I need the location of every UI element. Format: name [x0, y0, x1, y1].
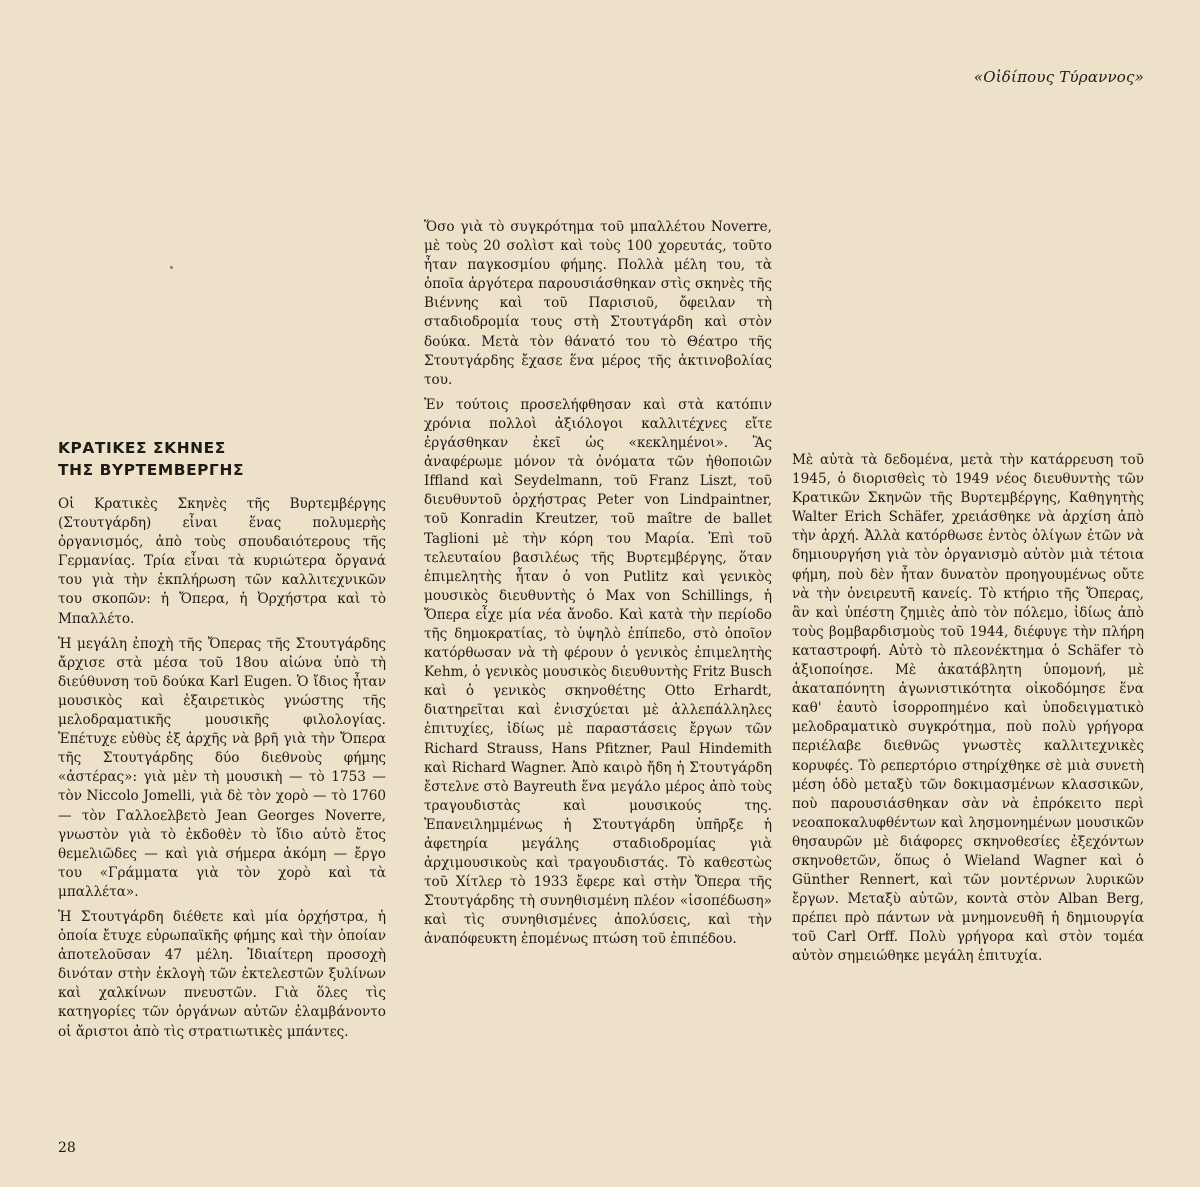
paragraph: Ἡ Στουτγάρδη διέθετε καὶ μία ὀρχήστρα, ἡ ὁποία ἔτυχε εὐρωπαϊκῆς φήμης καὶ τὴν ὁποίαν ἀποτελοῦσαν 47 μέλη. Ἰδιαίτερη προσοχὴ δινόταν στὴν ἐκλογὴ τῶν ἐκτελεστῶν ξυλίνων καὶ χαλκίνων πνευστῶν. Γιὰ ὅλες τὶς κατηγορίες τῶν ὀργάνων αὐτῶν ἐλαμβάνοντο οἱ ἄριστοι ἀπὸ τὶς στρατιωτικὲς μπάντες. [58, 908, 386, 1040]
print-speck [170, 266, 173, 269]
heading-line: ΤΗΣ ΒΥΡΤΕΜΒΕΡΓΗΣ [58, 461, 245, 479]
paragraph: Οἱ Κρατικὲς Σκηνὲς τῆς Βυρτεμβέργης (Στουτγάρδη) εἶναι ἕνας πολυμερὴς ὀργανισμός, ἀπὸ τοὺς σπουδαιότερους τῆς Γερμανίας. Τρία εἶναι τὰ κυριώτερα ὄργανά του γιὰ τὴν ἐκπλήρωση τῶν καλλιτεχνικῶν του σκοπῶν: ἡ Ὄπερα, ἡ Ὀρχήστρα καὶ τὸ Μπαλλέτο. [58, 496, 386, 627]
column-left [58, 437, 386, 1045]
paragraph: Μὲ αὐτὰ τὰ δεδομένα, μετὰ τὴν κατάρρευση τοῦ 1945, ὁ διορισθεὶς τὸ 1949 νέος διευθυντὴς τῶν Κρατικῶν Σκηνῶν τῆς Βυρτεμβέργης, Καθηγητὴς Walter Erich Schäfer, χρειάσθηκε νὰ ἀρχίση ἀπὸ τὴν ἀρχή. Ἀλλὰ κατόρθωσε ἐντὸς ὀλίγων ἐτῶν νὰ δημιουργήση γιὰ τὸν ὀργανισμὸ αὐτὸν μιὰ τέτοια φήμη, ποὺ δὲν ἦταν δυνατὸν προηγουμένως οὔτε νὰ τὴν ὀνειρευτῆ κανείς. Τὸ κτήριο τῆς Ὄπερας, ἂν καὶ ὑπέστη ζημιὲς ἀπὸ τὸν πόλεμο, ἰδίως ἀπὸ τοὺς βομβαρδισμοὺς τοῦ 1944, διέφυγε τὴν πλήρη καταστροφή. Αὐτὸ τὸ πλεονέκτημα ὁ Schäfer τὸ ἀξιοποίησε. Μὲ ἀκατάβλητη ὑπομονή, μὲ ἀκαταπόνητη ἀγωνιστικότητα οἰκοδόμησε ἕνα καθ' ἑαυτὸ ἰσορροπημένο καὶ ὑποδειγματικὸ μελοδραματικὸ συγκρότημα, ποὺ πολὺ γρήγορα περιέλαβε διεθνῶς γνωστὲς καλλιτεχνικὲς κορυφές. Τὸ ρεπερτόριο στηρίχθηκε σὲ μιὰ συνετὴ μέση ὁδὸ μεταξὺ τῶν δοκιμασμένων κλασσικῶν, ποὺ παρουσιάσθηκαν σὰν νὰ ἐπρόκειτο περὶ νεοαποκαλυφθέντων καὶ λησμονημένων μουσικῶν θησαυρῶν μὲ διάφορες σκηνοθεσίες ἐξεχόντων σκηνοθετῶν, ὅπως ὁ Wieland Wagner καὶ ὁ Günther Rennert, καὶ τῶν μοντέρνων λυρικῶν ἔργων. Μεταξὺ αὐτῶν, κοντὰ στὸν Alban Berg, πρέπει πρὸ πάντων νὰ μνημονευθῆ ἡ δημιουργία τοῦ Carl Orff. Πολὺ γρήγορα καὶ στὸν τομέα αὐτὸν σημειώθηκε μεγάλη ἐπιτυχία. [792, 452, 1144, 965]
paragraph: Ἡ μεγάλη ἐποχὴ τῆς Ὄπερας τῆς Στουτγάρδης ἄρχισε στὰ μέσα τοῦ 18ου αἰώνα ὑπὸ τὴ διεύθυνση τοῦ δούκα Karl Eugen. Ὁ ἴδιος ἦταν μουσικὸς καὶ ἐξαιρετικὸς γνώστης τῆς μελοδραματικῆς μουσικῆς φιλολογίας. Ἐπέτυχε εὐθὺς ἐξ ἀρχῆς νὰ βρῆ γιὰ τὴν Ὄπερα τῆς Στουτγάρδης δύο διεθνοὺς φήμης «ἀστέρας»: γιὰ μὲν τὴ μουσικὴ — τὸ 1753 — τὸν Niccolo Jomelli, γιὰ δὲ τὸν χορὸ — τὸ 1760 — τὸν Γαλλοελβετὸ Jean Georges Noverre, γνωστὸν γιὰ τὸ ἐκδοθὲν τὸ ἴδιο αὐτὸ ἔτος θεμελιῶδες — καὶ γιὰ σήμερα ἀκόμη — ἔργο του «Γράμματα γιὰ τὸν χορὸ καὶ τὰ μπαλλέτα». [58, 635, 386, 900]
column-right [792, 451, 1144, 970]
paragraph: Ἐν τούτοις προσελήφθησαν καὶ στὰ κατόπιν χρόνια πολλοὶ ἀξιόλογοι καλλιτέχνες εἴτε ἐργάσθηκαν ἐκεῖ ὡς «κεκλημένοι». Ἂς ἀναφέρωμε μόνον τὰ ὀνόματα τῶν ἠθοποιῶν Iffland καὶ Seydelmann, τοῦ Franz Liszt, τοῦ διευθυντοῦ ὀρχήστρας Peter von Lindpaintner, τοῦ Konradin Kreutzer, τοῦ maître de ballet Taglioni μὲ τὴν κόρη του Μαρία. Ἐπὶ τοῦ τελευταίου βασιλέως τῆς Βυρτεμβέργης, ὅταν ἐπιμελητὴς ἦταν ὁ von Putlitz καὶ γενικὸς μουσικὸς διευθυντὴς ὁ Max von Schillings, ἡ Ὄπερα εἶχε μία νέα ἄνοδο. Καὶ κατὰ τὴν περίοδο τῆς δημοκρατίας, τὸ ὑψηλὸ ἐπίπεδο, στὸ ὁποῖον κατόρθωσαν νὰ τὴ φέρουν ὁ γενικὸς ἐπιμελητὴς Kehm, ὁ γενικὸς μουσικὸς διευθυντὴς Fritz Busch καὶ ὁ γενικὸς σκηνοθέτης Otto Erhardt, διατηρεῖται καὶ ἐνισχύεται μὲ ἀλλεπάλληλες ἐπιτυχίες, ἰδίως μὲ παραστάσεις ἔργων τῶν Richard Strauss, Hans Pfitzner, Paul Hindemith καὶ Richard Wagner. Ἀπὸ καιρὸ ἤδη ἡ Στουτγάρδη ἔστελνε στὸ Bayreuth ἕνα μεγάλο μέρος ἀπὸ τοὺς τραγουδιστὰς καὶ μουσικούς της. Ἐπανειλημμένως ἡ Στουτγάρδη ὑπῆρξε ἡ ἀφετηρία μεγάλης σταδιοδρομίας γιὰ ἀρχιμουσικοὺς καὶ τραγουδιστάς. Τὸ καθεστὼς τοῦ Χίτλερ τὸ 1933 ἔφερε καὶ στὴν Ὄπερα τῆς Στουτγάρδης τὴ συνηθισμένη πλέον «ἰσοπέδωση» καὶ τὶς συνηθισμένες ἀπολύσεις, καὶ τὴν ἀναπόφευκτη ἐπομένως πτώση τοῦ ἐπιπέδου. [424, 396, 772, 948]
page-number: 28 [58, 1140, 76, 1156]
paragraph: Ὅσο γιὰ τὸ συγκρότημα τοῦ μπαλλέτου Noverre, μὲ τοὺς 20 σολὶστ καὶ τοὺς 100 χορευτάς, τοῦτο ἦταν παγκοσμίου φήμης. Πολλὰ μέλη του, τὰ ὁποῖα ἀργότερα παρουσιάσθηκαν στὶς σκηνὲς τῆς Βιέννης καὶ τοῦ Παρισιοῦ, ὄφειλαν τὴ σταδιοδρομία τους στὴ Στουτγάρδη καὶ στὸν δούκα. Μετὰ τὸν θάνατό του τὸ Θέατρο τῆς Στουτγάρδης ἔχασε ἕνα μέρος τῆς ἀκτινοβολίας του. [424, 219, 772, 388]
running-head: «Οἰδίπους Τύραννος» [973, 68, 1144, 86]
heading-line: ΚΡΑΤΙΚΕΣ ΣΚΗΝΕΣ [58, 439, 226, 457]
column-middle [424, 218, 772, 953]
section-heading [58, 437, 386, 481]
